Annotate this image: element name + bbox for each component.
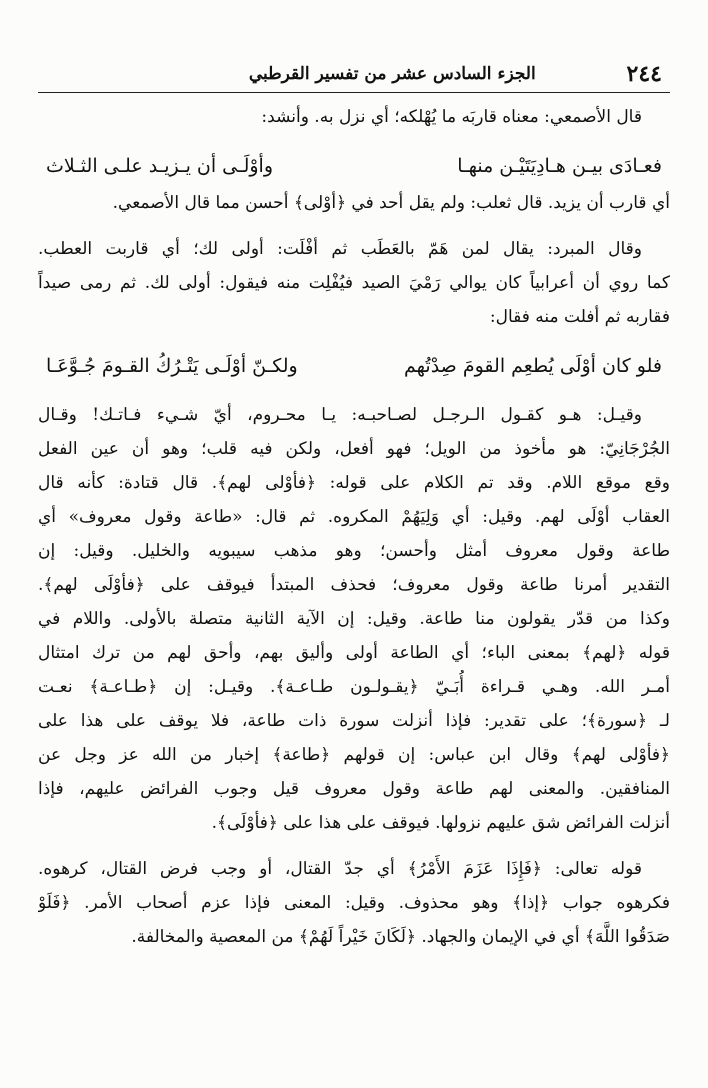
text-line: صَدَقُوا اللَّهَ﴾ أي في الإيمان والجهاد. ﴿لَكَانَ خَيْراً لَهُمْ﴾ من المعصية والمخالفة. [131,927,670,947]
poetry-verse [38,346,670,386]
text-line: فقاربه ثم أفلت منه فقال: [489,307,670,327]
text-line: ﴿فأوْلى لهم﴾ وقال ابن عباس: إن قولهم ﴿طاعة﴾ إخبار من الله عز وجل عن [38,745,670,765]
verse-second-hemistich: وأوْلَـى أن يـزيـد علـى الثـلاث [46,155,273,177]
text-line: المنافقين. والمعنى لهم طاعة وقول معروف قيل وجوب الفرائض عليهم، فإذا [38,779,670,799]
text-line: أمـر الله. وهـي قـراءة أُبَـيّ ﴿يقـولـون طـاعـة﴾. وقيـل: إن ﴿طـاعـة﴾ نعـت [38,677,670,697]
verse-first-hemistich: فعـادَى بيـن هـادِيَتَيْـن منهـا [457,155,662,177]
text-line: أي قارب أن يزيد. قال ثعلب: ولم يقل أحد في ﴿أوْلى﴾ أحسن مما قال الأصمعي. [112,193,670,213]
text-line: طاعة وقول معروف أمثل وأحسن؛ وهو مذهب سيبويه والخليل. وقيل: إن [38,541,670,561]
verse-second-hemistich: ولكـنّ أوْلَـى يَتْـرُكُ القـومَ جُـوَّعَـا [46,355,298,377]
text-line: أنزلت الفرائض شق عليهم نزولها. فيوقف على هذا على ﴿فأوْلَى﴾. [211,813,670,833]
text-line: لـ ﴿سورة﴾؛ على تقدير: فإذا أنزلت سورة ذات طاعة، فلا يوقف على هذا على [38,711,670,731]
text-line: كما روي أن أعرابياً كان يوالي رَمْيَ الصيد فيُفْلِت منه فيقول: أولى لك. ثم رمى صيداً [38,273,670,293]
page-header [38,56,670,93]
text-line: قال الأصمعي: معناه قاربَه ما يُهْلكه؛ أي نزل به. وأنشد: [261,107,642,127]
text-line: التقدير أمرنا طاعة وقول معروف؛ فحذف المبتدأ فيوقف على ﴿فأوْلَى لهم﴾. [38,575,670,595]
verse-first-hemistich: فلو كان أوْلَى يُطعِم القومَ صِدْتُهم [404,355,662,377]
page-number: ٢٤٤ [626,61,662,87]
page-body [38,100,670,954]
text-line: العقاب أوْلَى لهم. وقيل: أي وَلِيَهُمْ المكروه. ثم قال: «طاعة وقول معروف» أي [38,507,670,527]
text-line: فكرهوه جواب ﴿إذا﴾ وهو محذوف. وقيل: المعنى فإذا عزم أصحاب الأمر. ﴿فَلَوْ [38,893,670,913]
text-line: وقع موقع اللام. وقد تم الكلام على قوله: ﴿فأوْلى لهم﴾. قال قتادة: كأنه قال [38,473,670,493]
running-title: الجزء السادس عشر من تفسير القرطبي [248,64,536,84]
text-line: الجُرْجَانِيّ: هو مأخوذ من الويل؛ فهو أفعل، ولكن فيه قلب؛ وهو أن عين الفعل [38,439,670,459]
text-line: وقال المبرد: يقال لمن هَمّ بالعَطَب ثم أفْلَت: أولى لك؛ أي قاربت العطب. [38,239,642,259]
text-line: وقيـل: هـو كقـول الـرجـل لصـاحبـه: يـا محـروم، أيّ شـيء فـاتـك! وقـال [38,405,642,425]
text-line: قوله ﴿لهم﴾ بمعنى الباء؛ أي الطاعة أولى وأليق بهم، وأحق لهم من ترك امتثال [38,643,670,663]
text-line: قوله تعالى: ﴿فَإِذَا عَزَمَ الأَمْرُ﴾ أي جدّ القتال، أو وجب فرض القتال، كرهوه. [38,859,642,879]
text-line: وكذا من قدّر يقولون منا طاعة. وقيل: إن الآية الثانية متصلة بالأولى. واللام في [38,609,670,629]
poetry-verse [38,146,670,186]
